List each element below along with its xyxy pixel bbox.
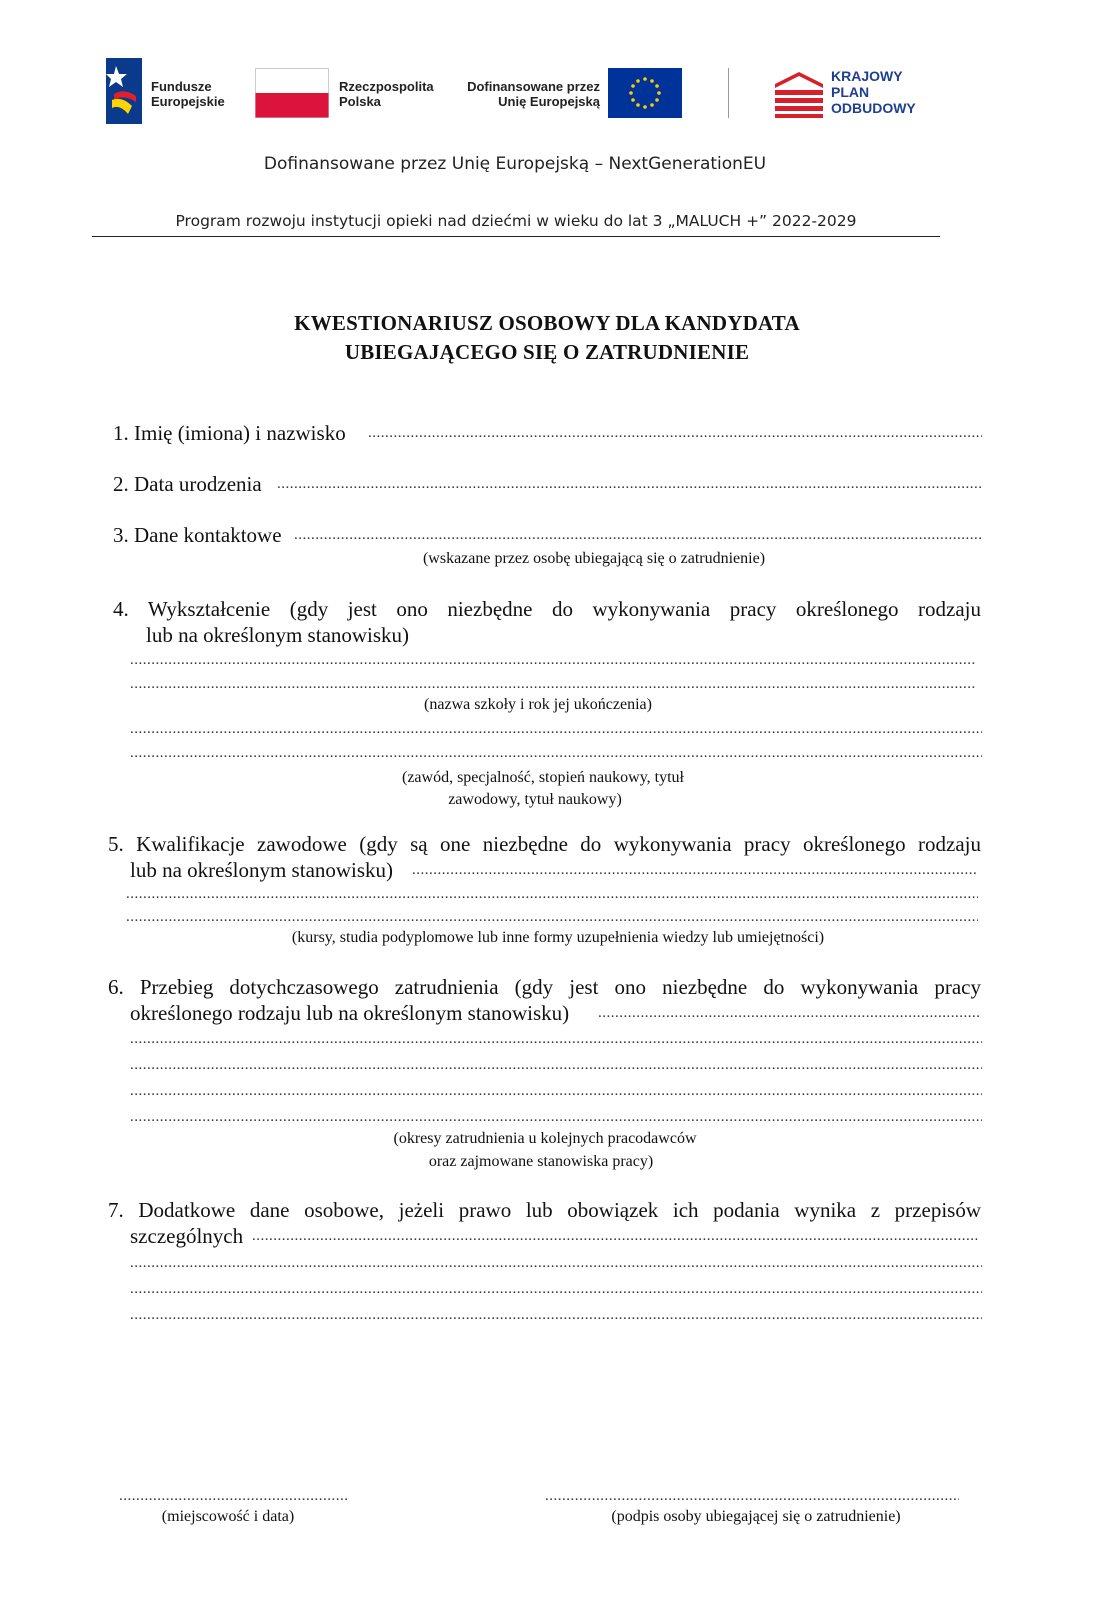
polish-flag-icon	[255, 68, 329, 118]
q2-fill-line[interactable]	[277, 476, 982, 498]
program-line: Program rozwoju instytucji opieki nad dziećmi w wieku do lat 3 „MALUCH +” 2022-2029	[175, 212, 857, 230]
q3-fill-line[interactable]	[294, 527, 982, 549]
q5-label-line1: 5. Kwalifikacje zawodowe (gdy są one niezbędne do wykonywania pracy określonego rodzaju	[108, 832, 981, 856]
q6-fill-line-1[interactable]	[598, 1005, 980, 1027]
q5-label-line2: lub na określonym stanowisku)	[130, 858, 394, 882]
q7-fill-line-3[interactable]	[130, 1281, 982, 1303]
eu-flag-icon	[608, 68, 682, 118]
kpo-logo-line3: ODBUDOWY	[831, 100, 916, 116]
document-title-line2: UBIEGAJĄCEGO SIĘ O ZATRUDNIENIE	[344, 340, 750, 364]
pl-logo-line2: Polska	[339, 94, 381, 109]
q7-fill-line-4[interactable]	[130, 1307, 982, 1329]
q6-fill-line-4[interactable]	[130, 1083, 982, 1105]
logo-unia-europejska	[460, 68, 685, 120]
fe-logo-line1: Fundusze	[151, 79, 212, 94]
pl-logo-line1: Rzeczpospolita	[339, 79, 434, 94]
q5-fill-line-2[interactable]	[126, 886, 978, 908]
document-title-line1: KWESTIONARIUSZ OSOBOWY DLA KANDYDATA	[294, 311, 800, 335]
q1-fill-line[interactable]	[368, 425, 982, 447]
logo-fundusze-europejskie	[106, 58, 236, 124]
program-underline	[92, 236, 940, 237]
q1-label: 1. Imię (imiona) i nazwisko	[113, 421, 346, 445]
q4-label-line2: lub na określonym stanowisku)	[146, 623, 410, 647]
q4-profession-line-1[interactable]	[130, 721, 982, 743]
q3-label: 3. Dane kontaktowe	[113, 523, 282, 547]
q6-fill-line-3[interactable]	[130, 1057, 982, 1079]
place-date-label: (miejscowość i data)	[161, 1508, 295, 1525]
q4-profession-line-2[interactable]	[130, 745, 982, 767]
q7-label-line1: 7. Dodatkowe dane osobowe, jeżeli prawo lub obowiązek ich podania wynika z przepisów	[108, 1198, 981, 1222]
q7-fill-line-1[interactable]	[252, 1228, 978, 1250]
q6-label-line1: 6. Przebieg dotychczasowego zatrudnienia (gdy jest ono niezbędne do wykonywania pracy	[108, 975, 981, 999]
logo-divider	[728, 68, 729, 118]
logo-krajowy-plan-odbudowy	[775, 66, 935, 122]
q6-fill-line-2[interactable]	[130, 1031, 982, 1053]
q7-fill-line-2[interactable]	[130, 1255, 982, 1277]
q3-hint: (wskazane przez osobę ubiegającą się o zatrudnienie)	[422, 550, 766, 567]
fe-logo-line2: Europejskie	[151, 94, 225, 109]
ue-logo-line1: Dofinansowane przez	[467, 79, 600, 94]
signature-label: (podpis osoby ubiegającej się o zatrudnienie)	[611, 1508, 901, 1525]
kpo-logo-line1: KRAJOWY	[831, 68, 903, 84]
q6-hint-line2: oraz zajmowane stanowiska pracy)	[428, 1153, 654, 1170]
q4-label-line1: 4. Wykształcenie (gdy jest ono niezbędne do wykonywania pracy określonego rodzaju	[113, 597, 981, 621]
q5-hint: (kursy, studia podyplomowe lub inne formy uzupełnienia wiedzy lub umiejętności)	[291, 929, 825, 946]
q6-hint-line1: (okresy zatrudnienia u kolejnych pracodawców	[393, 1130, 697, 1147]
kpo-icon	[775, 70, 823, 118]
logo-rzeczpospolita-polska	[255, 68, 445, 120]
q4-hint-profession-line2: zawodowy, tytuł naukowy)	[448, 791, 622, 808]
q4-hint-school: (nazwa szkoły i rok jej ukończenia)	[424, 696, 652, 713]
q4-hint-profession-line1: (zawód, specjalność, stopień naukowy, tytuł	[401, 769, 684, 786]
kpo-logo-line2: PLAN	[831, 84, 870, 100]
q6-label-line2: określonego rodzaju lub na określonym stanowisku)	[130, 1001, 570, 1025]
q4-school-line-1[interactable]	[130, 652, 976, 674]
q5-fill-line-1[interactable]	[412, 862, 978, 884]
q2-label: 2. Data urodzenia	[113, 472, 262, 496]
funding-line: Dofinansowane przez Unię Europejską – NextGenerationEU	[263, 154, 767, 174]
ue-logo-line2: Unię Europejską	[498, 94, 600, 109]
fundusze-europejskie-icon	[106, 58, 142, 124]
q7-label-line2: szczególnych	[130, 1224, 244, 1248]
